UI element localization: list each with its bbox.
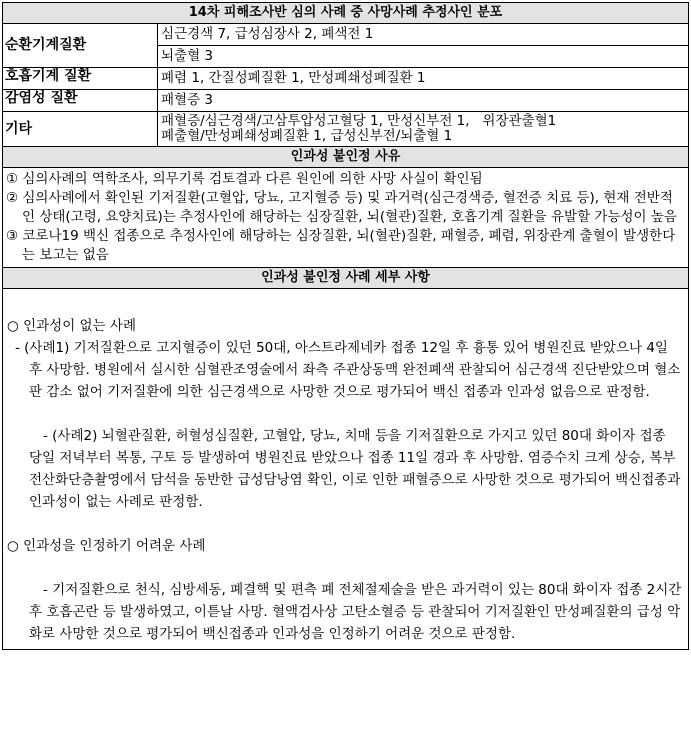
case-3: - 기저질환으로 천식, 심방세동, 폐결핵 및 편측 폐 전체절제술을 받은 과거력이 있는 80대 화이자 접종 2시간 후 호흡곤란 등 발생하였고, 이튿날 사망. 혈액검사상 고탄소혈증 등 관찰되어 기저질환인 만성폐질환의 급성 악화로 사망한 것으로 평가되어 백신접종과 인과성을 인정하기 어려운 것으로 판정함. [29,582,682,642]
cause-distribution-table [2,2,689,650]
value-circulatory-2: 뇌출혈 3 [158,46,689,68]
label-other: 기타 [3,112,158,147]
value-other-1: 패혈증/심근경색/고삼투압성고혈당 1, 만성신부전 1, 위장관출혈1 [161,113,557,129]
table-title: 14차 피해조사반 심의 사례 중 사망사례 추정사인 분포 [3,3,689,24]
section-hard-to-recognize-title: ○ 인과성을 인정하기 어려운 사례 [7,538,206,554]
label-respiratory: 호흡기계 질환 [3,68,158,90]
detail-header: 인과성 불인정 사례 세부 사항 [3,268,689,289]
section-no-causality-title: ○ 인과성이 없는 사례 [7,318,136,334]
reason-header: 인과성 불인정 사유 [3,147,689,168]
value-respiratory: 폐렴 1, 간질성폐질환 1, 만성폐쇄성폐질환 1 [158,68,689,90]
reason-3: ③ 코로나19 백신 접종으로 추정사인에 해당하는 심장질환, 뇌(혈관)질환, 패혈증, 폐렴, 위장관계 출혈이 발생한다는 보고는 없음 [6,228,676,263]
case-2: - (사례2) 뇌혈관질환, 허혈성심질환, 고혈압, 당뇨, 치매 등을 기저질환으로 가지고 있던 80대 화이자 접종 당일 저녁부터 복통, 구토 등 발생하여 병원진료 받았으나 접종 11일 경과 후 사망함. 염증수치 크게 상승, 복부전산화단층촬영에서 담석을 동반한 급성담낭염 확인, 이로 인한 패혈증으로 사망한 것으로 평가되어 백신접종과 인과성이 없는 사례로 판정함. [29,428,681,510]
case-1: - (사례1) 기저질환으로 고지혈증이 있던 50대, 아스트라제네카 접종 12일 후 흉통 있어 병원진료 받았으나 4일 후 사망함. 병원에서 실시한 심혈관조영술에서 좌측 주관상동맥 완전폐색 관찰되어 심근경색 진단받았으며 혈소판 감소 없어 기저질환에 의한 심근경색으로 사망한 것으로 평가되어 백신 접종과 인과성 없음으로 판정함. [15,340,681,400]
reason-1: ① 심의사례의 역학조사, 의무기록 검토결과 다른 원인에 의한 사망 사실이 확인됨 [6,171,483,187]
reason-list [3,168,689,268]
detail-body [3,289,689,650]
value-infectious: 패혈증 3 [158,90,689,112]
label-infectious: 감염성 질환 [3,90,158,112]
value-other-2: 폐출혈/만성폐쇄성폐질환 1, 급성신부전/뇌출혈 1 [161,128,453,144]
value-circulatory-1: 심근경색 7, 급성심장사 2, 폐색전 1 [158,24,689,46]
reason-2: ② 심의사례에서 확인된 기저질환(고혈압, 당뇨, 고지혈증 등) 및 과거력(심근경색증, 혈전증 치료 등), 현재 전반적인 상태(고령, 요양치료)는 추정사인에 해당하는 심장질환, 뇌(혈관)질환, 호흡기계 질환을 유발할 가능성이 높음 [6,190,677,225]
value-other [158,112,689,147]
label-circulatory: 순환기계질환 [3,24,158,68]
